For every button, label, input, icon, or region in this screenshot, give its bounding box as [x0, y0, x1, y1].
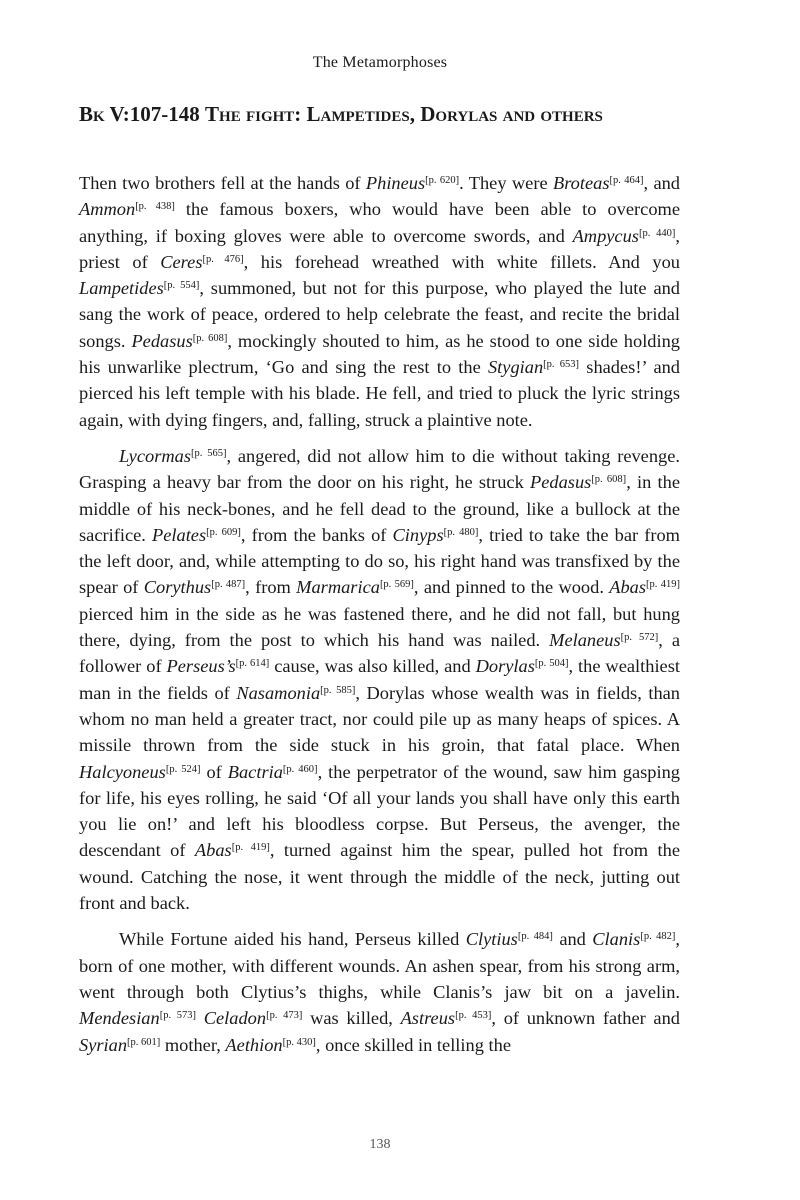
- text-run: , a follower of: [79, 630, 681, 677]
- text-run: cause, was also killed, and: [269, 656, 476, 677]
- text-run: , summoned, but not for this purpose, who played the lute and sang the work of peace, ordered to help celebrate the feast, and recite the bridal songs.: [79, 278, 681, 351]
- page-reference: [p. 453]: [455, 1010, 492, 1022]
- page-reference: [p. 419]: [646, 579, 680, 591]
- chapter-label: Bk V:107-148: [79, 102, 200, 126]
- text-run: While Fortune aided his hand, Perseus killed: [119, 929, 466, 950]
- proper-name: Ceres: [160, 251, 203, 272]
- text-run: , Dorylas whose wealth was in fields, than whom no man held a greater tract, nor could pile up as many heaps of spices. A missile thrown from the side stuck in his groin, that fatal place. When: [79, 682, 681, 756]
- proper-name: Lycormas: [119, 445, 191, 466]
- page-reference: [p. 524]: [165, 763, 201, 775]
- text-run: , born of one mother, with different wounds. An ashen spear, from his strong arm, went through both Clytius’s thighs, while Clanis’s jaw bit on a javelin.: [79, 929, 680, 1002]
- proper-name: Dorylas: [475, 656, 535, 677]
- page-reference: [p. 460]: [282, 763, 318, 775]
- page-reference: [p. 653]: [543, 359, 580, 371]
- text-run: , mockingly shouted to him, as he stood to one side holding his unwarlike plectrum, ‘Go and sing the rest to the: [79, 330, 680, 378]
- page-reference: [p. 573]: [159, 1010, 197, 1022]
- page-reference: [p. 609]: [206, 526, 241, 538]
- text-run: , from: [245, 577, 297, 598]
- text-run: , the perpetrator of the wound, saw him gasping for life, his eyes rolling, he said ‘Of all your lands you shall have only this earth you lie on!’ and left his bloodless corpse. But Perseus, the avenger, the descendant of: [79, 761, 681, 861]
- proper-name: Melaneus: [549, 630, 621, 651]
- proper-name: Lampetides: [79, 278, 164, 299]
- paragraph: [79, 170, 680, 433]
- page-number: 138: [369, 1137, 391, 1152]
- page-reference: [p. 620]: [425, 175, 460, 186]
- proper-name: Halcyoneus: [79, 761, 166, 782]
- proper-name: Pedasus: [530, 472, 592, 493]
- proper-name: Ampycus: [572, 225, 639, 246]
- text-run: , angered, did not allow him to die without taking revenge. Grasping a heavy bar from the door on his right, he struck: [79, 445, 680, 493]
- page-reference: [p. 480]: [443, 526, 479, 538]
- text-run: shades!’ and pierced his left temple with his blade. He fell, and tried to pluck the lyric strings again, with dying fingers, and, falling, struck a plaintive note.: [79, 357, 680, 430]
- page-reference: [p. 487]: [211, 579, 246, 591]
- paragraph: [79, 926, 680, 1057]
- page-reference: [p. 608]: [192, 332, 228, 344]
- text-run: , and: [643, 173, 680, 193]
- proper-name: Phineus: [365, 173, 426, 193]
- proper-name: Pelates: [152, 524, 207, 545]
- page-reference: [p. 430]: [282, 1036, 316, 1048]
- page-reference: [p. 438]: [135, 201, 175, 213]
- text-run: , of unknown father and: [491, 1008, 680, 1029]
- proper-name: Stygian: [487, 357, 544, 378]
- text-run: mother,: [160, 1034, 226, 1055]
- proper-name: Clytius: [465, 929, 518, 950]
- text-run: Then two brothers fell at the hands of: [79, 173, 366, 193]
- text-run: was killed,: [302, 1008, 401, 1029]
- text-run: pierced him in the side as he was fastened there, and he did not fall, but hung there, dying, from the post to which his hand was nailed.: [79, 603, 680, 651]
- page-reference: [p. 572]: [620, 632, 659, 644]
- proper-name: Celadon: [203, 1008, 267, 1029]
- running-head: The Metamorphoses: [312, 54, 448, 71]
- proper-name: Pedasus: [131, 330, 193, 351]
- proper-name: Aethion: [225, 1034, 283, 1055]
- page-reference: [p. 440]: [638, 227, 676, 239]
- page-reference: [p. 565]: [191, 447, 227, 459]
- page-reference: [p. 476]: [202, 253, 244, 265]
- proper-name: Perseus’s: [166, 656, 236, 677]
- proper-name: Bactria: [227, 761, 283, 782]
- page-reference: [p. 601]: [127, 1036, 161, 1048]
- proper-name: Clanis: [592, 929, 641, 950]
- text-run: . They were: [459, 173, 553, 193]
- paragraph: [79, 443, 680, 916]
- page-reference: [p. 419]: [231, 842, 270, 854]
- proper-name: Astreus: [400, 1008, 456, 1029]
- proper-name: Syrian: [79, 1034, 128, 1055]
- page-reference: [p. 473]: [266, 1010, 303, 1022]
- text-run: , in the middle of his neck-bones, and he fell dead to the ground, like a bullock at the sacrifice.: [79, 472, 680, 545]
- chapter-heading: The fight: Lampetides, Dorylas and others: [205, 102, 603, 126]
- text-run: , priest of: [79, 225, 680, 272]
- proper-name: Mendesian: [79, 1008, 160, 1029]
- page-reference: [p. 482]: [640, 931, 676, 943]
- text-run: , his forehead wreathed with white fillets. And you: [243, 251, 680, 272]
- proper-name: Marmarica: [296, 577, 380, 598]
- proper-name: Nasamonia: [236, 682, 321, 703]
- proper-name: Ammon: [79, 199, 136, 220]
- page-reference: [p. 614]: [235, 658, 270, 670]
- proper-name: Broteas: [552, 173, 610, 193]
- text-run: , the wealthiest man in the fields of: [79, 656, 680, 703]
- page-reference: [p. 464]: [609, 175, 644, 186]
- text-run: of: [200, 761, 228, 782]
- body-text: [79, 170, 680, 1068]
- chapter-title: [79, 102, 699, 127]
- proper-name: Abas: [609, 577, 647, 598]
- page-reference: [p. 484]: [517, 931, 553, 943]
- text-run: , once skilled in telling the: [315, 1034, 511, 1055]
- text-run: the famous boxers, who would have been able to overcome anything, if boxing gloves were able to overcome swords, and: [79, 199, 680, 246]
- text-run: [196, 1008, 204, 1028]
- page-reference: [p. 585]: [320, 684, 356, 696]
- text-run: , turned against him the spear, pulled hot from the wound. Catching the nose, it went through the middle of the neck, jutting out front and back.: [79, 840, 680, 914]
- proper-name: Abas: [194, 840, 232, 861]
- text-run: , tried to take the bar from the left door, and, while attempting to do so, his right hand was transfixed by the spear of: [79, 524, 680, 598]
- text-run: and: [552, 929, 593, 950]
- page-reference: [p. 569]: [379, 579, 414, 591]
- proper-name: Cinyps: [392, 524, 444, 545]
- page-reference: [p. 608]: [591, 474, 627, 486]
- text-run: , and pinned to the wood.: [413, 577, 610, 598]
- text-run: , from the banks of: [240, 524, 393, 545]
- page-reference: [p. 504]: [534, 658, 569, 670]
- page-reference: [p. 554]: [163, 280, 200, 292]
- proper-name: Corythus: [143, 577, 212, 598]
